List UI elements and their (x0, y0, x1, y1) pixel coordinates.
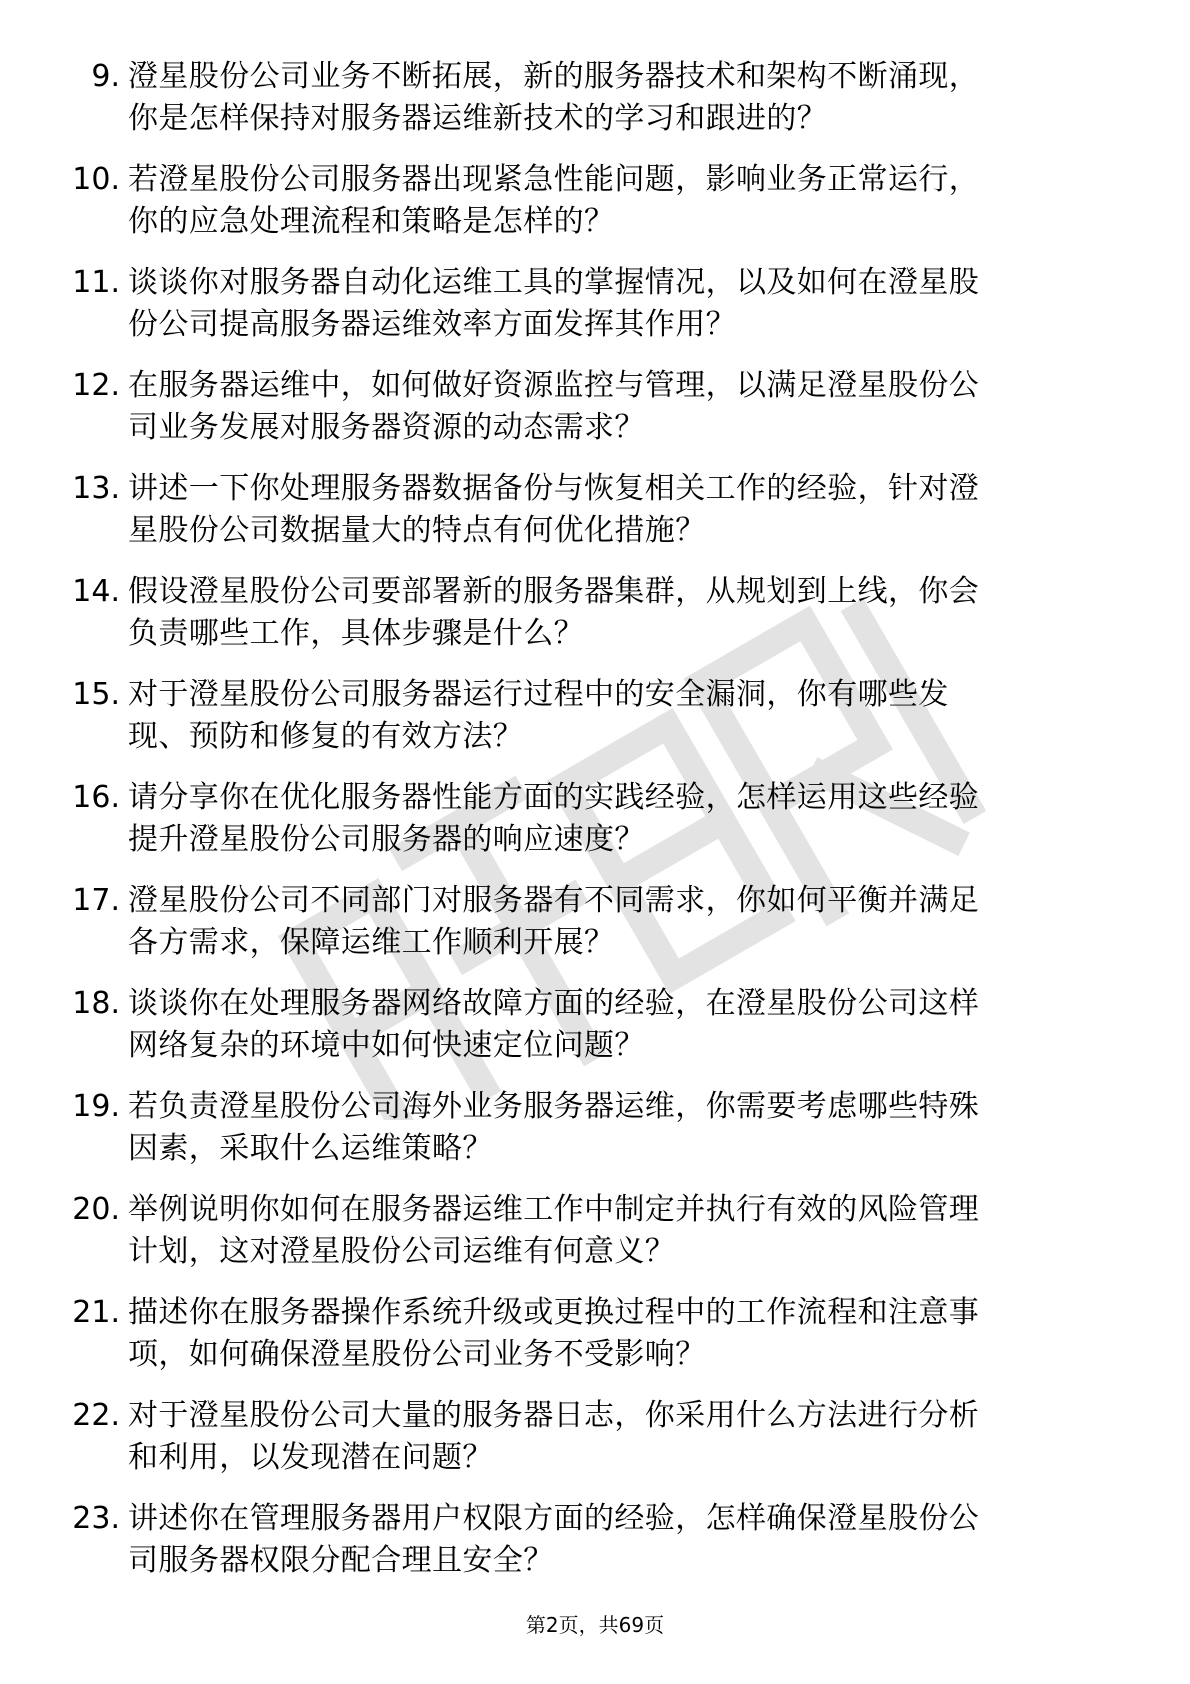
question-line: 假设澄星股份公司要部署新的服务器集群，从规划到上线，你会 (128, 574, 980, 609)
question-item (0, 1498, 1190, 1601)
question-line: 现、预防和修复的有效方法？ (128, 719, 524, 754)
question-line: 提升澄星股份公司服务器的响应速度？ (128, 822, 645, 857)
question-line: 份公司提高服务器运维效率方面发挥其作用？ (128, 307, 736, 342)
question-line: 描述你在服务器操作系统升级或更换过程中的工作流程和注意事 (128, 1295, 980, 1330)
question-line: 计划，这对澄星股份公司运维有何意义？ (128, 1234, 676, 1269)
question-line: 谈谈你对服务器自动化运维工具的掌握情况，以及如何在澄星股 (128, 265, 980, 300)
question-item (0, 983, 1190, 1086)
question-text (128, 571, 1128, 655)
question-item (0, 777, 1190, 880)
question-item (0, 262, 1190, 365)
page-number-label: 第2页，共69页 (525, 1613, 665, 1637)
question-line: 请分享你在优化服务器性能方面的实践经验，怎样运用这些经验 (128, 780, 980, 815)
question-number: 22. (72, 1398, 120, 1433)
question-line: 若负责澄星股份公司海外业务服务器运维，你需要考虑哪些特殊 (128, 1089, 980, 1124)
question-item (0, 1292, 1190, 1395)
question-number: 17. (72, 883, 120, 918)
question-line: 星股份公司数据量大的特点有何优化措施？ (128, 513, 706, 548)
question-number: 19. (72, 1089, 120, 1124)
question-item (0, 159, 1190, 262)
question-item (0, 365, 1190, 468)
question-text (128, 56, 1128, 140)
question-line: 各方需求，保障运维工作顺利开展？ (128, 925, 615, 960)
question-number: 15. (72, 677, 120, 712)
question-line: 负责哪些工作，具体步骤是什么？ (128, 616, 584, 651)
question-line: 澄星股份公司不同部门对服务器有不同需求，你如何平衡并满足 (128, 883, 980, 918)
question-number: 21. (72, 1295, 120, 1330)
question-line: 司业务发展对服务器资源的动态需求？ (128, 410, 645, 445)
question-line: 谈谈你在处理服务器网络故障方面的经验，在澄星股份公司这样 (128, 986, 980, 1021)
question-text (128, 262, 1128, 346)
question-number: 11. (72, 265, 120, 300)
question-line: 对于澄星股份公司服务器运行过程中的安全漏洞，你有哪些发 (128, 677, 949, 712)
question-line: 你的应急处理流程和策略是怎样的？ (128, 204, 615, 239)
question-number: 13. (72, 471, 120, 506)
question-item (0, 1395, 1190, 1498)
question-line: 司服务器权限分配合理且安全？ (128, 1543, 554, 1578)
question-list (0, 56, 1190, 1601)
question-number: 12. (72, 368, 120, 403)
question-item (0, 880, 1190, 983)
question-line: 讲述一下你处理服务器数据备份与恢复相关工作的经验，针对澄 (128, 471, 980, 506)
question-number: 10. (72, 162, 120, 197)
question-number: 18. (72, 986, 120, 1021)
question-item (0, 468, 1190, 571)
question-item (0, 1189, 1190, 1292)
question-text (128, 674, 1128, 758)
question-number: 23. (72, 1501, 120, 1536)
question-line: 你是怎样保持对服务器运维新技术的学习和跟进的？ (128, 101, 828, 136)
question-line: 网络复杂的环境中如何快速定位问题？ (128, 1028, 645, 1063)
question-text (128, 983, 1128, 1067)
question-line: 项，如何确保澄星股份公司业务不受影响？ (128, 1337, 706, 1372)
question-item (0, 674, 1190, 777)
question-text (128, 159, 1128, 243)
question-text (128, 365, 1128, 449)
question-item (0, 1086, 1190, 1189)
question-text (128, 1086, 1128, 1170)
question-line: 若澄星股份公司服务器出现紧急性能问题，影响业务正常运行， (128, 162, 980, 197)
question-line: 举例说明你如何在服务器运维工作中制定并执行有效的风险管理 (128, 1192, 980, 1227)
question-number: 16. (72, 780, 120, 815)
question-text (128, 880, 1128, 964)
question-text (128, 468, 1128, 552)
question-text (128, 1292, 1128, 1376)
question-line: 澄星股份公司业务不断拓展，新的服务器技术和架构不断涌现， (128, 59, 980, 94)
question-item (0, 571, 1190, 674)
question-number: 9. (91, 59, 120, 94)
question-number: 14. (72, 574, 120, 609)
question-line: 和利用，以发现潜在问题？ (128, 1440, 493, 1475)
question-line: 在服务器运维中，如何做好资源监控与管理，以满足澄星股份公 (128, 368, 980, 403)
question-number: 20. (72, 1192, 120, 1227)
question-item (0, 56, 1190, 159)
question-text (128, 1395, 1128, 1479)
page-footer (0, 1613, 1190, 1637)
question-text (128, 777, 1128, 861)
question-line: 对于澄星股份公司大量的服务器日志，你采用什么方法进行分析 (128, 1398, 980, 1433)
question-text (128, 1498, 1128, 1582)
question-text (128, 1189, 1128, 1273)
question-line: 讲述你在管理服务器用户权限方面的经验，怎样确保澄星股份公 (128, 1501, 980, 1536)
question-line: 因素，采取什么运维策略？ (128, 1131, 493, 1166)
